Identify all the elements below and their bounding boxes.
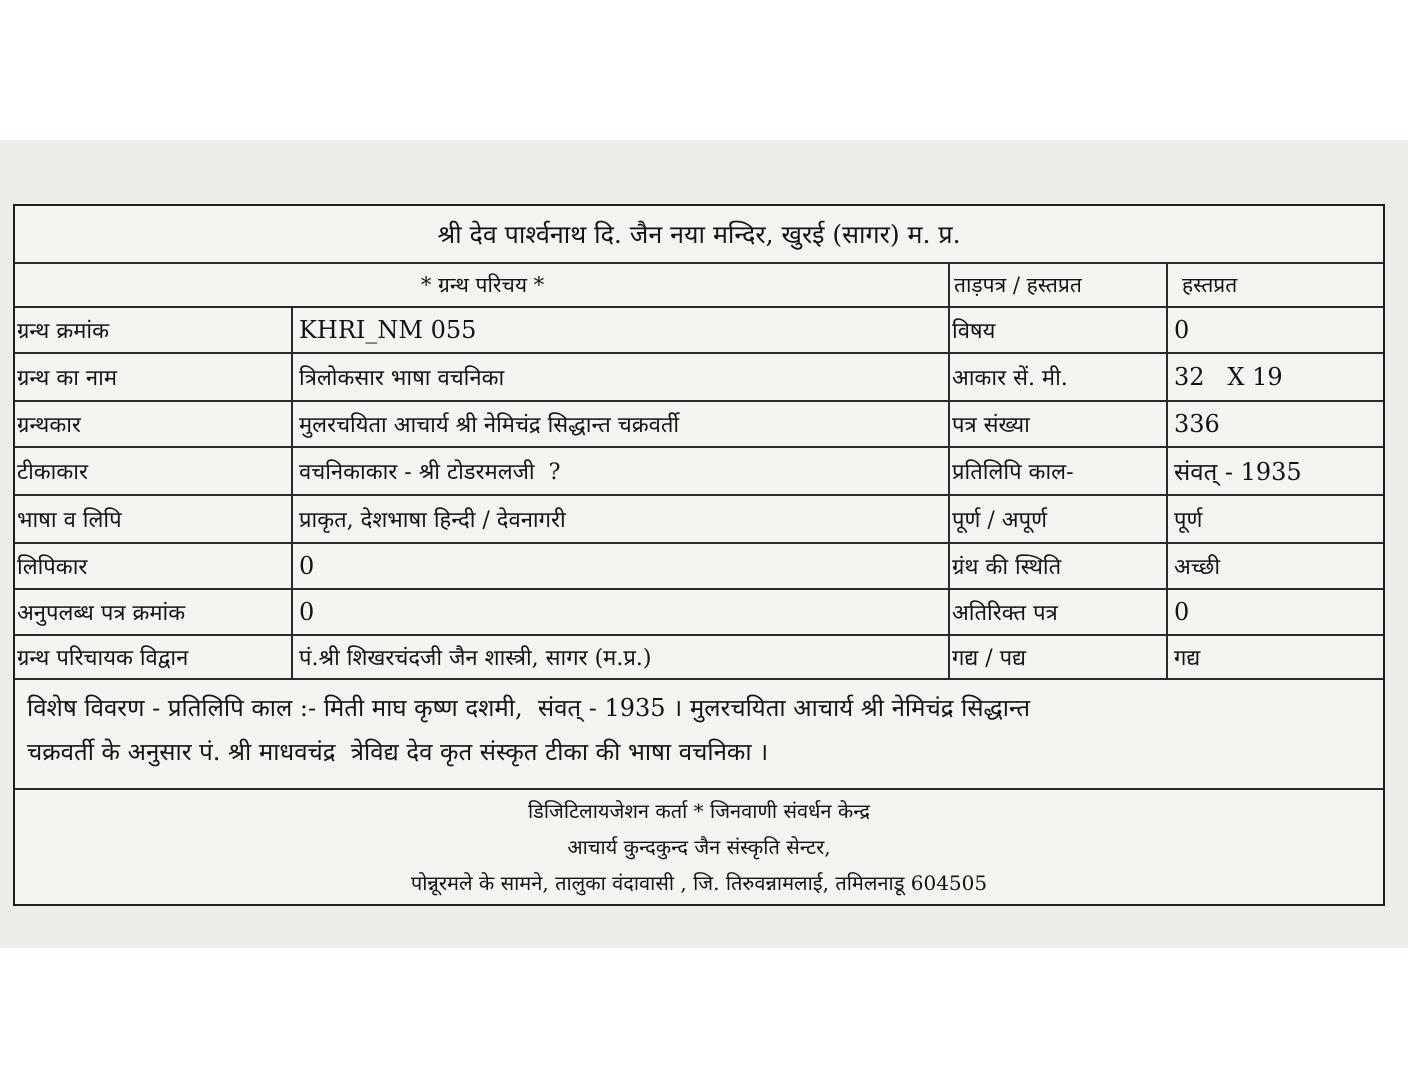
row-label: ग्रन्थ क्रमांक bbox=[17, 319, 109, 344]
temple-title: श्री देव पार्श्वनाथ दि. जैन नया मन्दिर, खुरई (सागर) म. प्र. bbox=[437, 220, 961, 249]
table-row bbox=[15, 402, 1383, 448]
section-header-row bbox=[15, 264, 1383, 308]
row-value-2: 0 bbox=[1174, 316, 1190, 344]
row-label-2: पत्र संख्या bbox=[952, 413, 1030, 438]
footer-line-3: पोन्नूरमले के सामने, तालुका वंदावासी , जि. तिरुवन्नामलाई, तमिलनाडू 604505 bbox=[410, 871, 988, 895]
row-label: अनुपलब्ध पत्र क्रमांक bbox=[17, 601, 186, 626]
row-value-2: 32 X 19 bbox=[1174, 363, 1283, 391]
table-row bbox=[15, 354, 1383, 402]
digitization-footer bbox=[15, 790, 1383, 904]
row-label: लिपिकार bbox=[17, 555, 88, 580]
row-value-2: 0 bbox=[1174, 598, 1190, 626]
row-value: प्राकृत, देशभाषा हिन्दी / देवनागरी bbox=[299, 508, 566, 533]
row-value: 0 bbox=[299, 552, 315, 580]
table-row bbox=[15, 590, 1383, 636]
row-value-2: गद्य bbox=[1174, 646, 1201, 671]
row-label: ग्रन्थकार bbox=[17, 413, 81, 438]
row-value: त्रिलोकसार भाषा वचनिका bbox=[299, 366, 505, 391]
row-value: पं.श्री शिखरचंदजी जैन शास्त्री, सागर (म.प्र.) bbox=[299, 646, 652, 671]
table-row bbox=[15, 448, 1383, 496]
table-row bbox=[15, 544, 1383, 590]
row-value: KHRI_NM 055 bbox=[299, 316, 477, 344]
row-label-2: विषय bbox=[952, 319, 996, 344]
medium-label: ताड़पत्र / हस्तप्रत bbox=[954, 273, 1082, 297]
remarks-line-2: चक्रवर्ती के अनुसार पं. श्री माधवचंद्र त्रेविद्य देव कृत संस्कृत टीका की भाषा वचनिका । bbox=[27, 738, 769, 766]
row-label-2: पूर्ण / अपूर्ण bbox=[952, 508, 1048, 533]
table-row bbox=[15, 308, 1383, 354]
table-row bbox=[15, 636, 1383, 680]
row-label: टीकाकार bbox=[17, 460, 88, 485]
temple-title-row bbox=[15, 206, 1383, 264]
row-value: मुलरचयिता आचार्य श्री नेमिचंद्र सिद्धान्त चक्रवर्ती bbox=[299, 413, 680, 438]
row-value-2: अच्छी bbox=[1174, 555, 1221, 580]
remarks-line-1: विशेष विवरण - प्रतिलिपि काल :- मिती माघ कृष्ण दशमी, संवत् - 1935 । मुलरचयिता आचार्य श्री नेमिचंद्र सिद्धान्त bbox=[27, 694, 1031, 722]
footer-line-2: आचार्य कुन्दकुन्द जैन संस्कृति सेन्टर, bbox=[567, 835, 831, 859]
row-value-2: पूर्ण bbox=[1174, 508, 1203, 533]
row-value: वचनिकाकार - श्री टोडरमलजी ? bbox=[299, 460, 561, 485]
row-label: भाषा व लिपि bbox=[17, 508, 122, 533]
row-value-2: 336 bbox=[1174, 410, 1220, 438]
row-label: ग्रन्थ परिचायक विद्वान bbox=[17, 646, 189, 671]
row-label: ग्रन्थ का नाम bbox=[17, 366, 117, 391]
special-remarks bbox=[15, 680, 1383, 790]
table-row bbox=[15, 496, 1383, 544]
section-title: * ग्रन्थ परिचय * bbox=[420, 273, 545, 297]
medium-value: हस्तप्रत bbox=[1182, 273, 1238, 297]
row-value: 0 bbox=[299, 598, 315, 626]
row-value-2: संवत् - 1935 bbox=[1174, 457, 1302, 486]
row-label-2: आकार सें. मी. bbox=[952, 366, 1068, 391]
row-label-2: ग्रंथ की स्थिति bbox=[952, 555, 1062, 580]
row-label-2: प्रतिलिपि काल- bbox=[952, 460, 1074, 485]
row-label-2: अतिरिक्त पत्र bbox=[952, 601, 1058, 626]
row-label-2: गद्य / पद्य bbox=[952, 646, 1027, 671]
manuscript-info-card bbox=[13, 204, 1385, 906]
footer-line-1: डिजिटिलायजेशन कर्ता * जिनवाणी संवर्धन केन्द्र bbox=[527, 799, 871, 823]
